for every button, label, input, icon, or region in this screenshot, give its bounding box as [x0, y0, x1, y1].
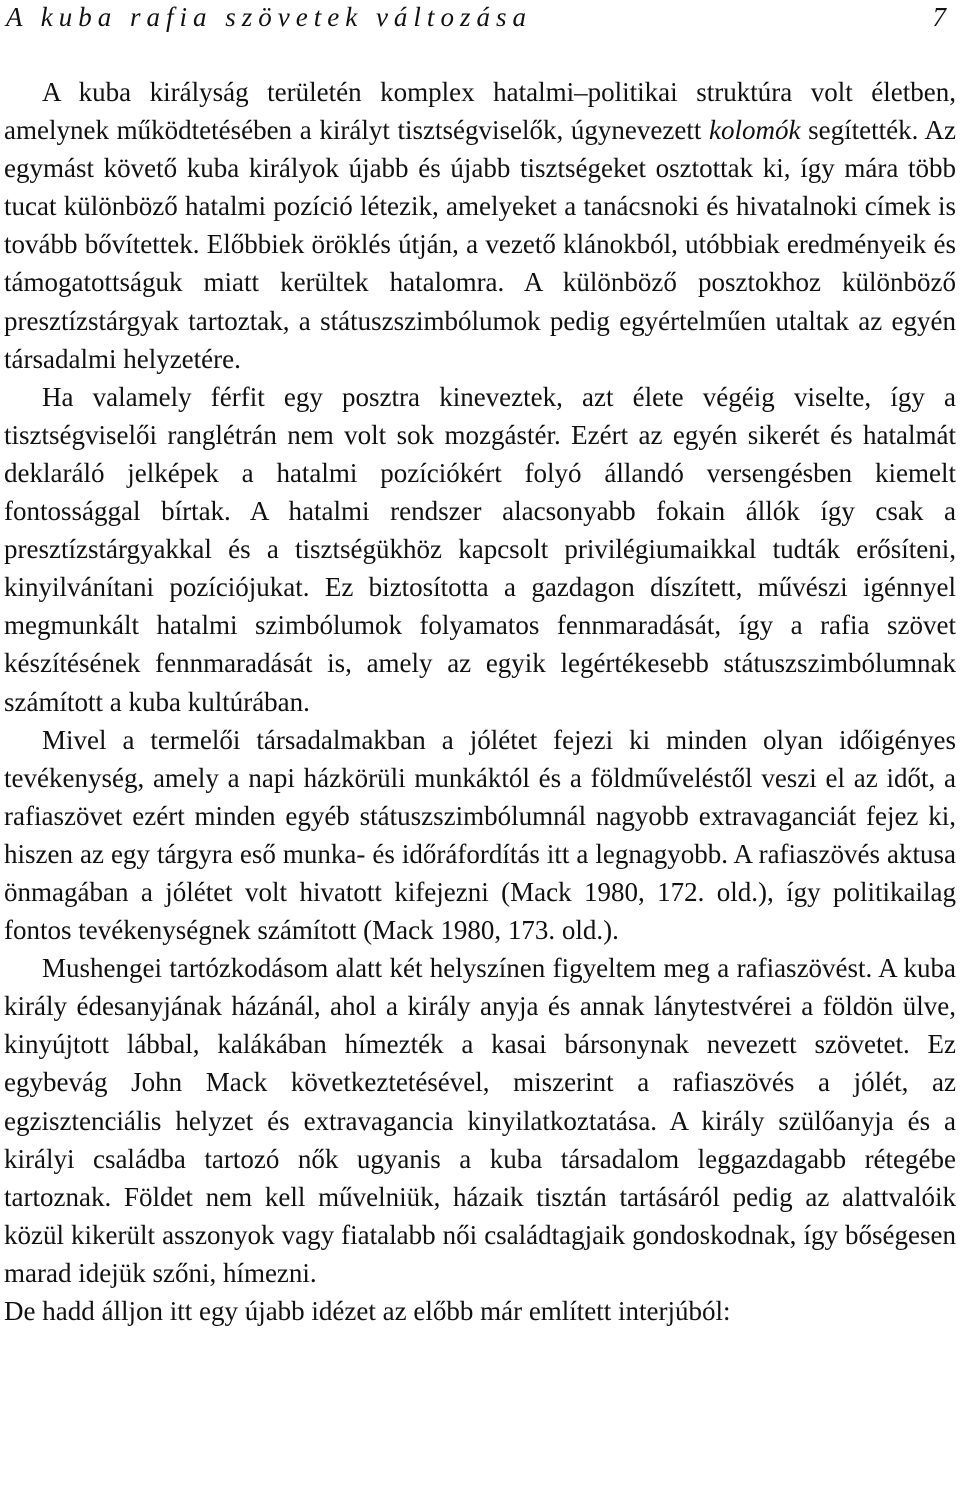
paragraph-3: Mivel a termelői társadalmakban a jólétet fejezi ki minden olyan időigényes tevékenység, amely a napi házkörüli munkáktól és a földműveléstől veszi el az időt, a rafiaszövet ezért minden egyéb státuszszimbólumnál nagyobb extravaganciát fejez ki, hiszen az egy tárgyra eső munka- és időráfordítás itt a legnagyobb. A rafiaszövés aktusa önmagában a jólétet volt hivatott kifejezni (Mack 1980, 172. old.), így politikailag fontos tevékenységnek számított (Mack 1980, 173. old.).	[4, 724, 956, 946]
emphasis-kolomok: kolomók	[708, 115, 801, 146]
paragraph-1-text-a: A kuba királyság területén komplex hatalmi–politikai struktúra volt életben, amelynek működtetésében a királyt tisztségviselők, úgynevezett	[4, 77, 956, 146]
body-text	[4, 73, 956, 1330]
running-title: A kuba rafia szövetek változása	[6, 2, 532, 32]
paragraph-4: Mushengei tartózkodásom alatt két helyszínen figyeltem meg a rafiaszövést. A kuba király édesanyjának házánál, ahol a király anyja és annak lánytestvérei a földön ülve, kinyújtott lábbal, kalákában hímezték a kasai bársonynak nevezett szövetet. Ez egybevág John Mack következtetésével, miszerint a rafiaszövés a jólét, az egzisztenciális helyzet és extravagancia kinyilatkoztatása. A király szülőanyja és a királyi családba tartozó nők ugyanis a kuba társadalom leggazdagabb rétegébe tartoznak. Földet nem kell művelniük, házaik tisztán tartásáról pedig az alattvalóik közül kikerült asszonyok vagy fiatalabb női családtagjaik gondoskodnak, így bőségesen marad idejük szőni, hímezni.	[4, 953, 956, 1288]
paragraph-1-text-b: segítették. Az egymást követő kuba királyok újabb és újabb tisztségeket osztottak ki, így mára több tucat különböző hatalmi pozíció létezik, amelyeket a tanácsnoki és hivatalnoki címek is tovább bővítettek. Előbbiek öröklés útján, a vezető klánokból, utóbbiak eredményeik és támogatottságuk miatt kerültek hatalomra. A különböző posztokhoz különböző presztízstárgyak tartoztak, a státuszszimbólumok pedig egyértelműen utaltak az egyén társadalmi helyzetére.	[4, 115, 956, 374]
running-header	[6, 0, 946, 34]
paragraph-1	[4, 73, 956, 378]
paragraph-5: De hadd álljon itt egy újabb idézet az előbb már említett interjúból:	[4, 1296, 731, 1326]
page-number: 7	[932, 2, 946, 32]
paragraph-2: Ha valamely férfit egy posztra kineveztek, azt élete végéig viselte, így a tisztségviselői ranglétrán nem volt sok mozgástér. Ezért az egyén sikerét és hatalmát deklaráló jelképek a hatalmi pozíciókért folyó állandó versengésben kiemelt fontossággal bírtak. A hatalmi rendszer alacsonyabb fokain állók így csak a presztízstárgyakkal és a tisztségükhöz kapcsolt privilégiumaikkal tudták erősíteni, kinyilvánítani pozíciójukat. Ez biztosította a gazdagon díszített, művészi igénnyel megmunkált hatalmi szimbólumok folyamatos fennmaradását, így a rafia szövet készítésének fennmaradását is, amely az egyik legértékesebb státuszszimbólumnak számított a kuba kultúrában.	[4, 381, 956, 717]
